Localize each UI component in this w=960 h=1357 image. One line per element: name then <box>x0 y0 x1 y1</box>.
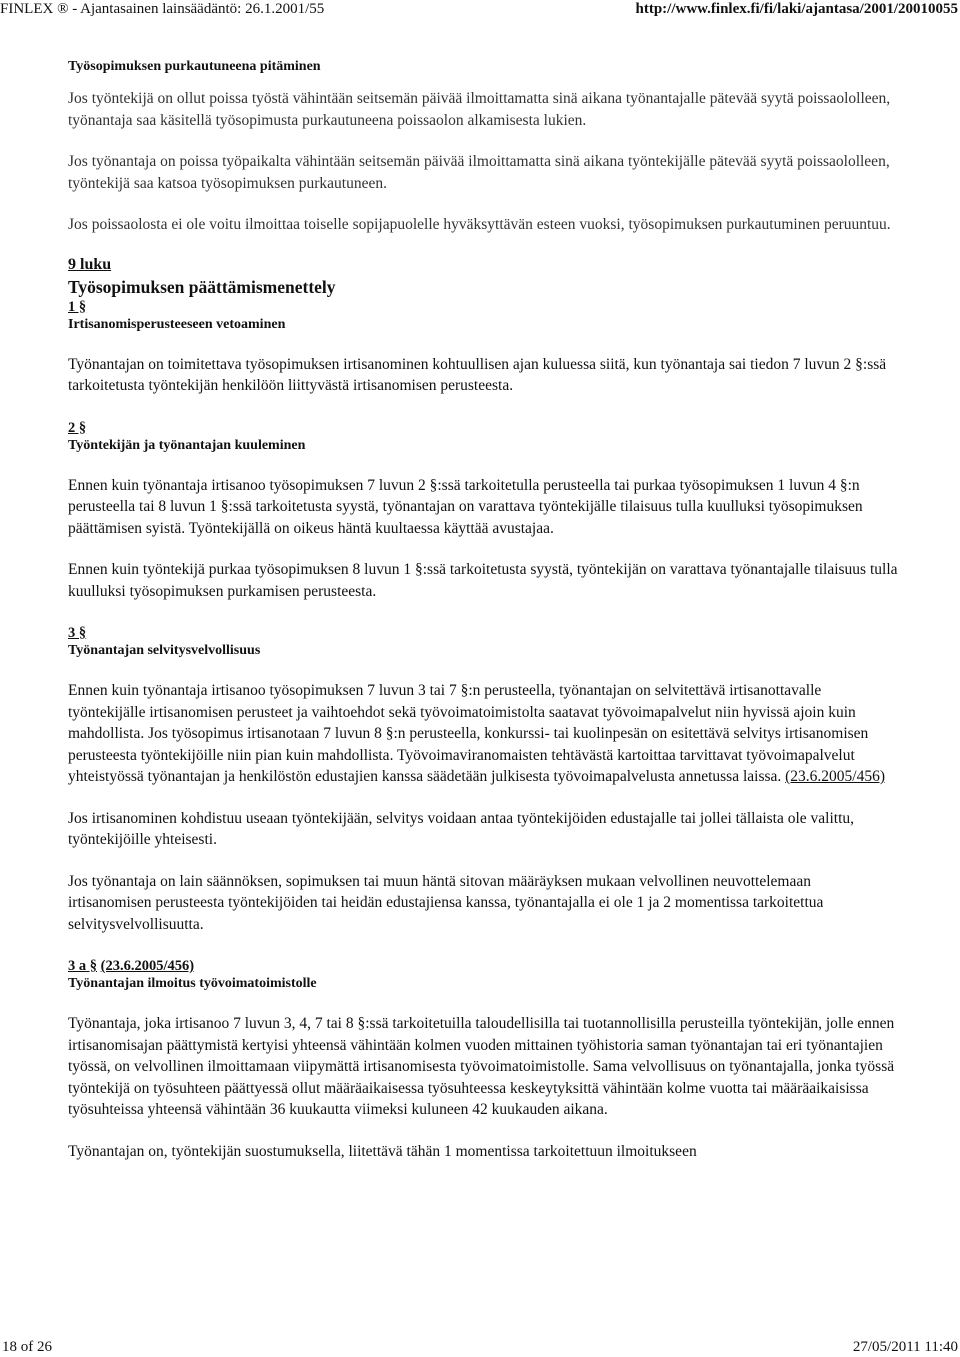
section-link-3a[interactable]: 3 a § <box>68 958 97 974</box>
section-title-2: Työntekijän ja työnantajan kuuleminen <box>68 437 306 453</box>
paragraph: Työnantaja, joka irtisanoo 7 luvun 3, 4, 7 tai 8 §:ssä tarkoitetuilla taloudellisilla tai tuotannollisilla perusteilla työntekijän, jolle ennen irtisanomisajan päättymistä kertyisi yhteensä vähintään kolmen vuoden mittainen työhistoria saman työnantajan tai eri työnantajien työssä, on velvollinen ilmoittamaan viipymättä irtisanomisesta työvoimatoimistolle. Sama velvollisuus on työnantajalla, jonka työssä työntekijä on työsuhteen päättyessä ollut määräaikaisessa työsuhteessa keskeytyksittä vähintään kolme vuotta tai määräaikaisissa työsuhteissa yhteensä vähintään 36 kuukautta viimeksi kuluneen 42 kuukauden aikana. <box>68 1015 895 1118</box>
section-number-2 <box>68 419 898 437</box>
section-number-1 <box>68 298 898 316</box>
paragraph: Jos irtisanominen kohdistuu useaan työntekijään, selvitys voidaan antaa työntekijöiden edustajalle tai jollei tällaista ole valittu, työntekijöille yhteisesti. <box>68 809 855 848</box>
print-header <box>0 0 960 18</box>
chapter-title: Työsopimuksen päättämismenettely <box>68 276 336 297</box>
print-footer <box>0 1337 960 1357</box>
chapter-number-link[interactable]: 9 luku <box>68 255 112 273</box>
section-link-3[interactable]: 3 § <box>68 625 87 641</box>
section-link-1[interactable]: 1 § <box>68 298 87 315</box>
paragraph: Ennen kuin työnantaja irtisanoo työsopimuksen 7 luvun 2 §:ssä tarkoitetulla perusteella tai purkaa työsopimuksen 1 luvun 4 §:n perusteella tai 8 luvun 1 §:ssä tarkoitetusta syystä, työnantajan on varattava työntekijälle tilaisuus tulla kuulluksi työsopimuksen päättämisen syistä. Työntekijällä on oikeus häntä kuultaessa käyttää avustajaa. <box>68 476 863 537</box>
paragraph <box>68 680 898 788</box>
paragraph: Jos työnantaja on poissa työpaikalta vähintään seitsemän päivää ilmoittamatta sinä aikana työntekijälle pätevää syytä poissaololleen, työntekijä saa katsoa työsopimuksen purkautuneen. <box>68 153 890 192</box>
section-title-3: Työnantajan selvitysvelvollisuus <box>68 643 261 658</box>
section-title-3a: Työnantajan ilmoitus työvoimatoimistolle <box>68 976 317 991</box>
header-url: http://www.finlex.fi/fi/laki/ajantasa/2001/20010055 <box>635 1 958 17</box>
paragraph: Työnantajan on, työntekijän suostumuksella, liitettävä tähän 1 momentissa tarkoitettuun ilmoitukseen <box>68 1142 697 1160</box>
section-title-1: Irtisanomisperusteeseen vetoaminen <box>68 316 286 332</box>
amendment-link[interactable]: (23.6.2005/456) <box>785 768 886 785</box>
paragraph: Työnantajan on toimitettava työsopimuksen irtisanominen kohtuullisen ajan kuluessa siitä, kun työnantaja sai tiedon 7 luvun 2 §:ssä tarkoitetusta työntekijän henkilöön liittyvästä irtisanomisen perusteesta. <box>68 355 887 394</box>
section-number-3 <box>68 624 898 642</box>
section-heading-purkautuneena: Työsopimuksen purkautuneena pitäminen <box>68 59 321 74</box>
paragraph: Ennen kuin työntekijä purkaa työsopimuksen 8 luvun 1 §:ssä tarkoitetusta syystä, työntekijän on varattava työnantajalle tilaisuus tulla kuulluksi työsopimuksen purkamisen perusteesta. <box>68 561 898 600</box>
paragraph: Jos työnantaja on lain säännöksen, sopimuksen tai muun häntä sitovan määräyksen mukaan velvollinen neuvottelemaan irtisanomisen perusteesta työntekijöiden tai heidän edustajiensa kanssa, työnantajalla ei ole 1 ja 2 momentissa tarkoitettua selvitysvelvollisuutta. <box>68 872 824 933</box>
page-counter: 18 of 26 <box>2 1339 52 1355</box>
header-title: FINLEX ® - Ajantasainen lainsäädäntö: 26.1.2001/55 <box>0 1 325 17</box>
amendment-link[interactable]: (23.6.2005/456) <box>100 958 195 974</box>
section-number-3a <box>68 957 898 975</box>
print-datetime: 27/05/2011 11:40 <box>852 1339 958 1355</box>
paragraph: Jos työntekijä on ollut poissa työstä vähintään seitsemän päivää ilmoittamatta sinä aikana työnantajalle pätevää syytä poissaololleen, työnantaja saa käsitellä työsopimusta purkautuneena poissaolon alkamisesta lukien. <box>68 90 891 129</box>
document-body <box>68 58 898 1162</box>
paragraph: Jos poissaolosta ei ole voitu ilmoittaa toiselle sopijapuolelle hyväksyttävän esteen vuoksi, työsopimuksen purkautuminen peruuntuu. <box>68 216 891 233</box>
paragraph-text: Ennen kuin työnantaja irtisanoo työsopimuksen 7 luvun 3 tai 7 §:n perusteella, työnantajan on selvitettävä irtisanottavalle työntekijälle irtisanomisen perusteet ja vaihtoehdot sekä työvoimatoimistolta saatavat työvoimapalvelut niin hyvissä ajoin kuin mahdollista. Jos työsopimus irtisanotaan 7 luvun 8 §:n perusteella, konkurssi- tai kuolinpesän on esitettävä selvitys irtisanomisen perusteesta työntekijöille niin pian kuin mahdollista. Työvoimaviranomaisten tehtävästä kartoittaa tarvittavat työvoimapalvelut yhteistyössä työnantajan ja henkilöstön edustajien kanssa säädetään julkisesta työvoimapalvelusta annetussa laissa. <box>68 682 869 785</box>
section-link-2[interactable]: 2 § <box>68 419 87 436</box>
